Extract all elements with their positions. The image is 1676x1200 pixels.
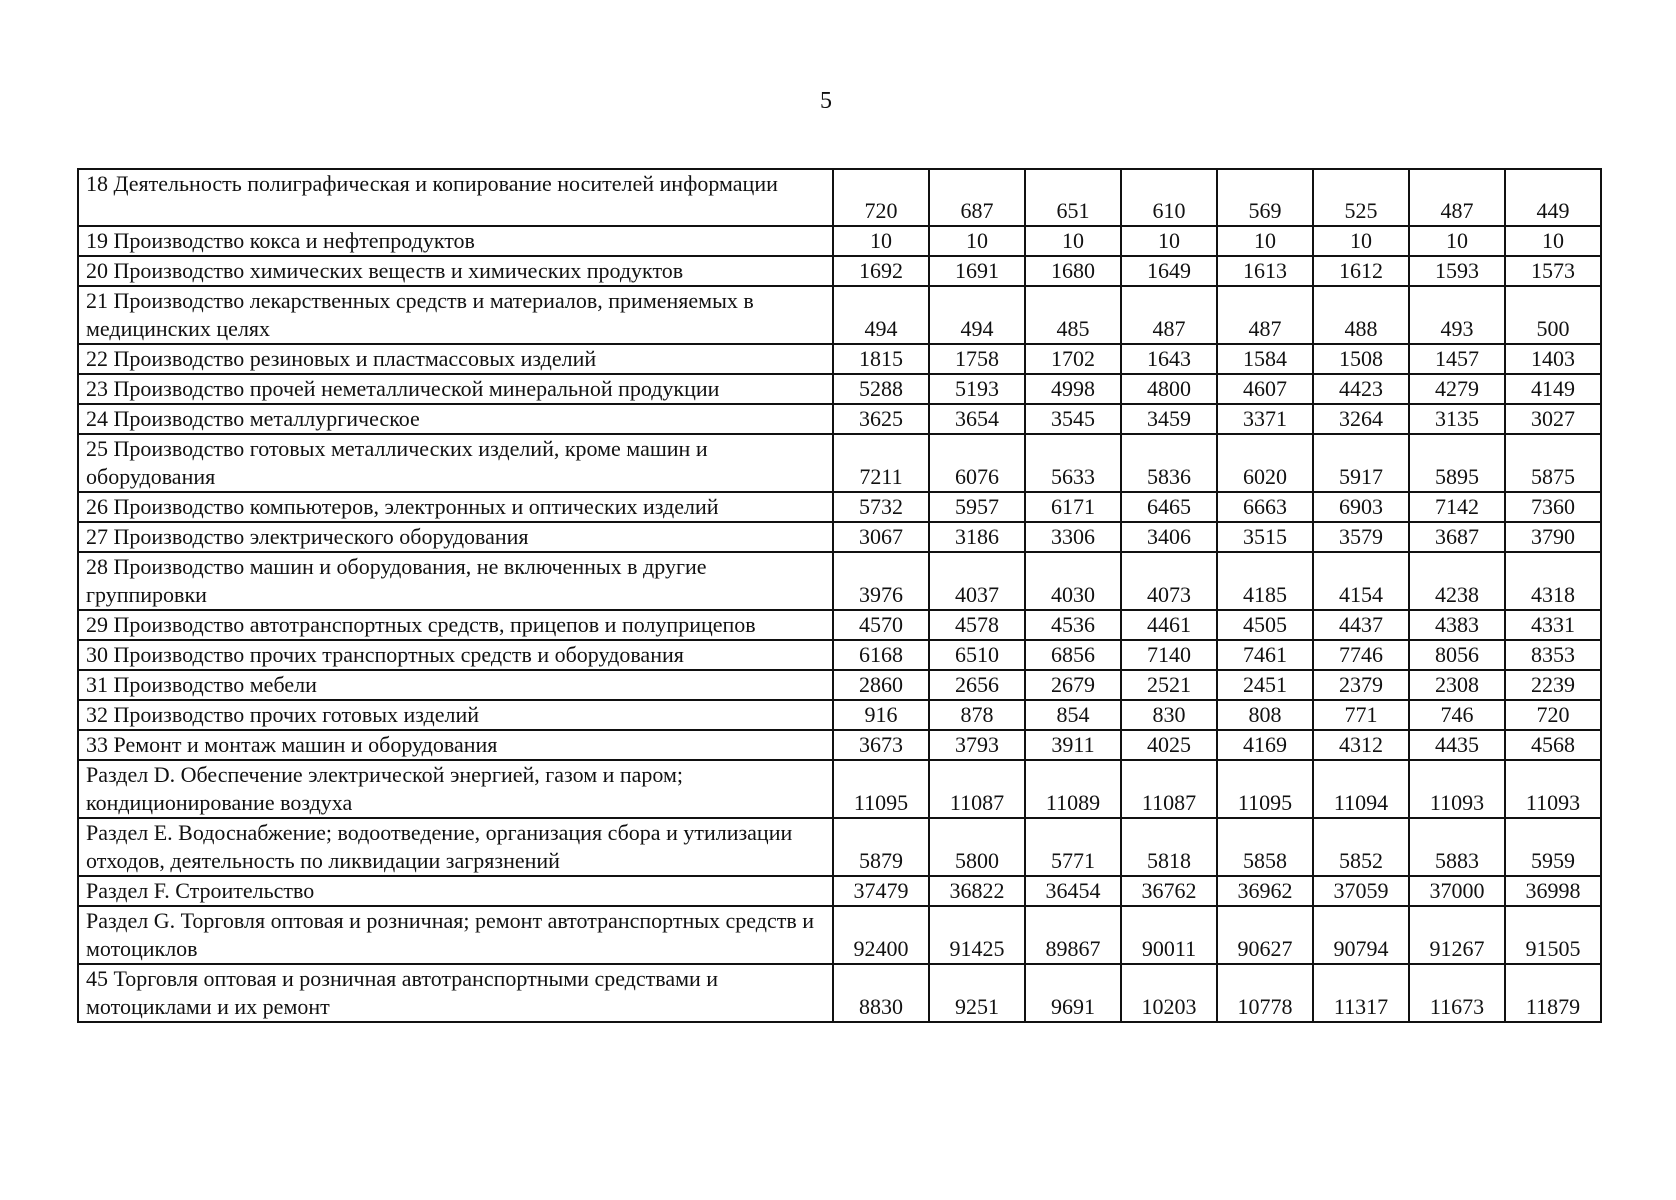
row-label: 30 Производство прочих транспортных средств и оборудования: [78, 640, 833, 670]
row-value: 610: [1121, 169, 1217, 226]
row-value: 90794: [1313, 906, 1409, 964]
row-value: 5957: [929, 492, 1025, 522]
row-value: 36454: [1025, 876, 1121, 906]
table-row: [78, 964, 1601, 1022]
row-value: 2860: [833, 670, 929, 700]
row-value: 4030: [1025, 552, 1121, 610]
row-value: 6076: [929, 434, 1025, 492]
row-value: 494: [929, 286, 1025, 344]
row-value: 878: [929, 700, 1025, 730]
table-row: [78, 640, 1601, 670]
row-label: Раздел D. Обеспечение электрической энергией, газом и паром; кондиционирование воздуха: [78, 760, 833, 818]
row-value: 4570: [833, 610, 929, 640]
row-value: 3186: [929, 522, 1025, 552]
row-value: 11095: [833, 760, 929, 818]
row-value: 3673: [833, 730, 929, 760]
row-value: 3793: [929, 730, 1025, 760]
row-value: 7140: [1121, 640, 1217, 670]
row-value: 830: [1121, 700, 1217, 730]
row-value: 10: [1121, 226, 1217, 256]
row-value: 7360: [1505, 492, 1601, 522]
row-value: 4154: [1313, 552, 1409, 610]
row-label: 26 Производство компьютеров, электронных и оптических изделий: [78, 492, 833, 522]
row-value: 89867: [1025, 906, 1121, 964]
row-label: 19 Производство кокса и нефтепродуктов: [78, 226, 833, 256]
page-number-text: 5: [820, 88, 832, 114]
table-row: [78, 286, 1601, 344]
row-value: 3687: [1409, 522, 1505, 552]
row-value: 5836: [1121, 434, 1217, 492]
row-value: 720: [833, 169, 929, 226]
row-value: 4279: [1409, 374, 1505, 404]
row-value: 6510: [929, 640, 1025, 670]
row-value: 8353: [1505, 640, 1601, 670]
row-label: 25 Производство готовых металлических изделий, кроме машин и оборудования: [78, 434, 833, 492]
row-value: 2379: [1313, 670, 1409, 700]
row-value: 488: [1313, 286, 1409, 344]
row-value: 5959: [1505, 818, 1601, 876]
row-value: 10: [1217, 226, 1313, 256]
table-row: [78, 169, 1601, 226]
row-value: 5895: [1409, 434, 1505, 492]
row-value: 7461: [1217, 640, 1313, 670]
row-value: 4238: [1409, 552, 1505, 610]
row-value: 3135: [1409, 404, 1505, 434]
table-row: [78, 700, 1601, 730]
row-value: 5288: [833, 374, 929, 404]
row-value: 9691: [1025, 964, 1121, 1022]
row-value: 8056: [1409, 640, 1505, 670]
page-number: [0, 88, 1676, 115]
row-value: 11087: [1121, 760, 1217, 818]
row-value: 569: [1217, 169, 1313, 226]
row-value: 9251: [929, 964, 1025, 1022]
row-value: 2308: [1409, 670, 1505, 700]
row-value: 5818: [1121, 818, 1217, 876]
row-value: 1643: [1121, 344, 1217, 374]
table-row: [78, 434, 1601, 492]
row-value: 1702: [1025, 344, 1121, 374]
row-value: 11673: [1409, 964, 1505, 1022]
row-value: 5633: [1025, 434, 1121, 492]
row-label: 29 Производство автотранспортных средств, прицепов и полуприцепов: [78, 610, 833, 640]
row-label: Раздел F. Строительство: [78, 876, 833, 906]
row-value: 7142: [1409, 492, 1505, 522]
row-value: 37000: [1409, 876, 1505, 906]
row-value: 5858: [1217, 818, 1313, 876]
row-value: 91505: [1505, 906, 1601, 964]
row-label: 24 Производство металлургическое: [78, 404, 833, 434]
row-value: 11089: [1025, 760, 1121, 818]
table-row: [78, 344, 1601, 374]
row-value: 7211: [833, 434, 929, 492]
row-value: 2656: [929, 670, 1025, 700]
row-value: 1593: [1409, 256, 1505, 286]
row-value: 6856: [1025, 640, 1121, 670]
row-label: Раздел E. Водоснабжение; водоотведение, организация сбора и утилизации отходов, деятельность по ликвидации загрязнений: [78, 818, 833, 876]
row-value: 4185: [1217, 552, 1313, 610]
row-value: 3459: [1121, 404, 1217, 434]
row-value: 5917: [1313, 434, 1409, 492]
row-value: 5732: [833, 492, 929, 522]
table-row: [78, 552, 1601, 610]
row-value: 1649: [1121, 256, 1217, 286]
table-body: [78, 169, 1601, 1022]
row-value: 1680: [1025, 256, 1121, 286]
row-value: 10203: [1121, 964, 1217, 1022]
row-value: 1691: [929, 256, 1025, 286]
row-value: 36962: [1217, 876, 1313, 906]
row-value: 4998: [1025, 374, 1121, 404]
row-value: 5193: [929, 374, 1025, 404]
row-value: 5875: [1505, 434, 1601, 492]
row-label: 32 Производство прочих готовых изделий: [78, 700, 833, 730]
row-value: 3406: [1121, 522, 1217, 552]
row-value: 3306: [1025, 522, 1121, 552]
table-row: [78, 404, 1601, 434]
row-value: 500: [1505, 286, 1601, 344]
row-value: 6168: [833, 640, 929, 670]
row-value: 5879: [833, 818, 929, 876]
row-value: 485: [1025, 286, 1121, 344]
row-value: 4435: [1409, 730, 1505, 760]
row-value: 11093: [1505, 760, 1601, 818]
row-value: 3027: [1505, 404, 1601, 434]
row-value: 1457: [1409, 344, 1505, 374]
row-label: 31 Производство мебели: [78, 670, 833, 700]
row-value: 916: [833, 700, 929, 730]
row-value: 4037: [929, 552, 1025, 610]
row-value: 1403: [1505, 344, 1601, 374]
row-value: 10: [1025, 226, 1121, 256]
row-value: 2679: [1025, 670, 1121, 700]
row-value: 4149: [1505, 374, 1601, 404]
row-value: 4169: [1217, 730, 1313, 760]
row-value: 4423: [1313, 374, 1409, 404]
row-value: 2239: [1505, 670, 1601, 700]
table-row: [78, 906, 1601, 964]
row-value: 3790: [1505, 522, 1601, 552]
row-label: 27 Производство электрического оборудования: [78, 522, 833, 552]
row-label: 33 Ремонт и монтаж машин и оборудования: [78, 730, 833, 760]
row-value: 2521: [1121, 670, 1217, 700]
table-row: [78, 374, 1601, 404]
row-value: 5883: [1409, 818, 1505, 876]
row-label: 21 Производство лекарственных средств и материалов, применяемых в медицинских целях: [78, 286, 833, 344]
row-value: 90627: [1217, 906, 1313, 964]
row-value: 494: [833, 286, 929, 344]
row-value: 3976: [833, 552, 929, 610]
row-value: 6020: [1217, 434, 1313, 492]
row-label: 28 Производство машин и оборудования, не включенных в другие группировки: [78, 552, 833, 610]
row-value: 4331: [1505, 610, 1601, 640]
row-value: 808: [1217, 700, 1313, 730]
row-value: 5771: [1025, 818, 1121, 876]
row-value: 1573: [1505, 256, 1601, 286]
row-label: 22 Производство резиновых и пластмассовых изделий: [78, 344, 833, 374]
row-value: 37479: [833, 876, 929, 906]
row-label: 45 Торговля оптовая и розничная автотранспортными средствами и мотоциклами и их ремонт: [78, 964, 833, 1022]
row-value: 91267: [1409, 906, 1505, 964]
row-value: 4025: [1121, 730, 1217, 760]
row-value: 11093: [1409, 760, 1505, 818]
row-value: 493: [1409, 286, 1505, 344]
row-value: 10: [833, 226, 929, 256]
row-value: 487: [1409, 169, 1505, 226]
row-value: 10: [1313, 226, 1409, 256]
row-value: 854: [1025, 700, 1121, 730]
row-value: 36998: [1505, 876, 1601, 906]
row-value: 4461: [1121, 610, 1217, 640]
table-row: [78, 818, 1601, 876]
row-value: 525: [1313, 169, 1409, 226]
row-value: 10778: [1217, 964, 1313, 1022]
row-value: 11095: [1217, 760, 1313, 818]
row-value: 4568: [1505, 730, 1601, 760]
row-value: 4437: [1313, 610, 1409, 640]
row-value: 10: [1505, 226, 1601, 256]
row-value: 90011: [1121, 906, 1217, 964]
row-value: 1612: [1313, 256, 1409, 286]
row-value: 4536: [1025, 610, 1121, 640]
row-value: 4800: [1121, 374, 1217, 404]
row-value: 4505: [1217, 610, 1313, 640]
table-row: [78, 256, 1601, 286]
row-value: 91425: [929, 906, 1025, 964]
row-value: 3067: [833, 522, 929, 552]
row-value: 4318: [1505, 552, 1601, 610]
row-value: 1815: [833, 344, 929, 374]
table-row: [78, 522, 1601, 552]
table-row: [78, 670, 1601, 700]
row-value: 4578: [929, 610, 1025, 640]
row-value: 4073: [1121, 552, 1217, 610]
row-value: 37059: [1313, 876, 1409, 906]
row-value: 4607: [1217, 374, 1313, 404]
row-value: 10: [1409, 226, 1505, 256]
row-value: 6903: [1313, 492, 1409, 522]
row-value: 11094: [1313, 760, 1409, 818]
row-value: 3515: [1217, 522, 1313, 552]
row-label: 18 Деятельность полиграфическая и копирование носителей информации: [78, 169, 833, 226]
row-label: 20 Производство химических веществ и химических продуктов: [78, 256, 833, 286]
row-value: 651: [1025, 169, 1121, 226]
row-value: 720: [1505, 700, 1601, 730]
row-value: 3911: [1025, 730, 1121, 760]
row-label: Раздел G. Торговля оптовая и розничная; ремонт автотранспортных средств и мотоциклов: [78, 906, 833, 964]
row-value: 6663: [1217, 492, 1313, 522]
row-value: 3625: [833, 404, 929, 434]
table-row: [78, 610, 1601, 640]
table-row: [78, 226, 1601, 256]
row-value: 8830: [833, 964, 929, 1022]
statistics-table: [77, 168, 1602, 1023]
row-value: 11087: [929, 760, 1025, 818]
row-value: 11879: [1505, 964, 1601, 1022]
row-value: 3654: [929, 404, 1025, 434]
row-value: 3579: [1313, 522, 1409, 552]
table-row: [78, 876, 1601, 906]
row-value: 1508: [1313, 344, 1409, 374]
row-value: 36762: [1121, 876, 1217, 906]
row-value: 6465: [1121, 492, 1217, 522]
table-row: [78, 760, 1601, 818]
row-value: 2451: [1217, 670, 1313, 700]
row-value: 449: [1505, 169, 1601, 226]
row-value: 1584: [1217, 344, 1313, 374]
row-value: 4383: [1409, 610, 1505, 640]
row-value: 487: [1217, 286, 1313, 344]
row-value: 10: [929, 226, 1025, 256]
row-value: 92400: [833, 906, 929, 964]
row-value: 771: [1313, 700, 1409, 730]
row-value: 1758: [929, 344, 1025, 374]
row-value: 1692: [833, 256, 929, 286]
row-value: 5852: [1313, 818, 1409, 876]
row-value: 5800: [929, 818, 1025, 876]
table-row: [78, 730, 1601, 760]
table-row: [78, 492, 1601, 522]
row-value: 7746: [1313, 640, 1409, 670]
row-value: 3264: [1313, 404, 1409, 434]
row-value: 3371: [1217, 404, 1313, 434]
row-value: 4312: [1313, 730, 1409, 760]
row-value: 746: [1409, 700, 1505, 730]
row-value: 1613: [1217, 256, 1313, 286]
row-value: 11317: [1313, 964, 1409, 1022]
row-label: 23 Производство прочей неметаллической минеральной продукции: [78, 374, 833, 404]
row-value: 687: [929, 169, 1025, 226]
row-value: 36822: [929, 876, 1025, 906]
row-value: 6171: [1025, 492, 1121, 522]
row-value: 3545: [1025, 404, 1121, 434]
row-value: 487: [1121, 286, 1217, 344]
